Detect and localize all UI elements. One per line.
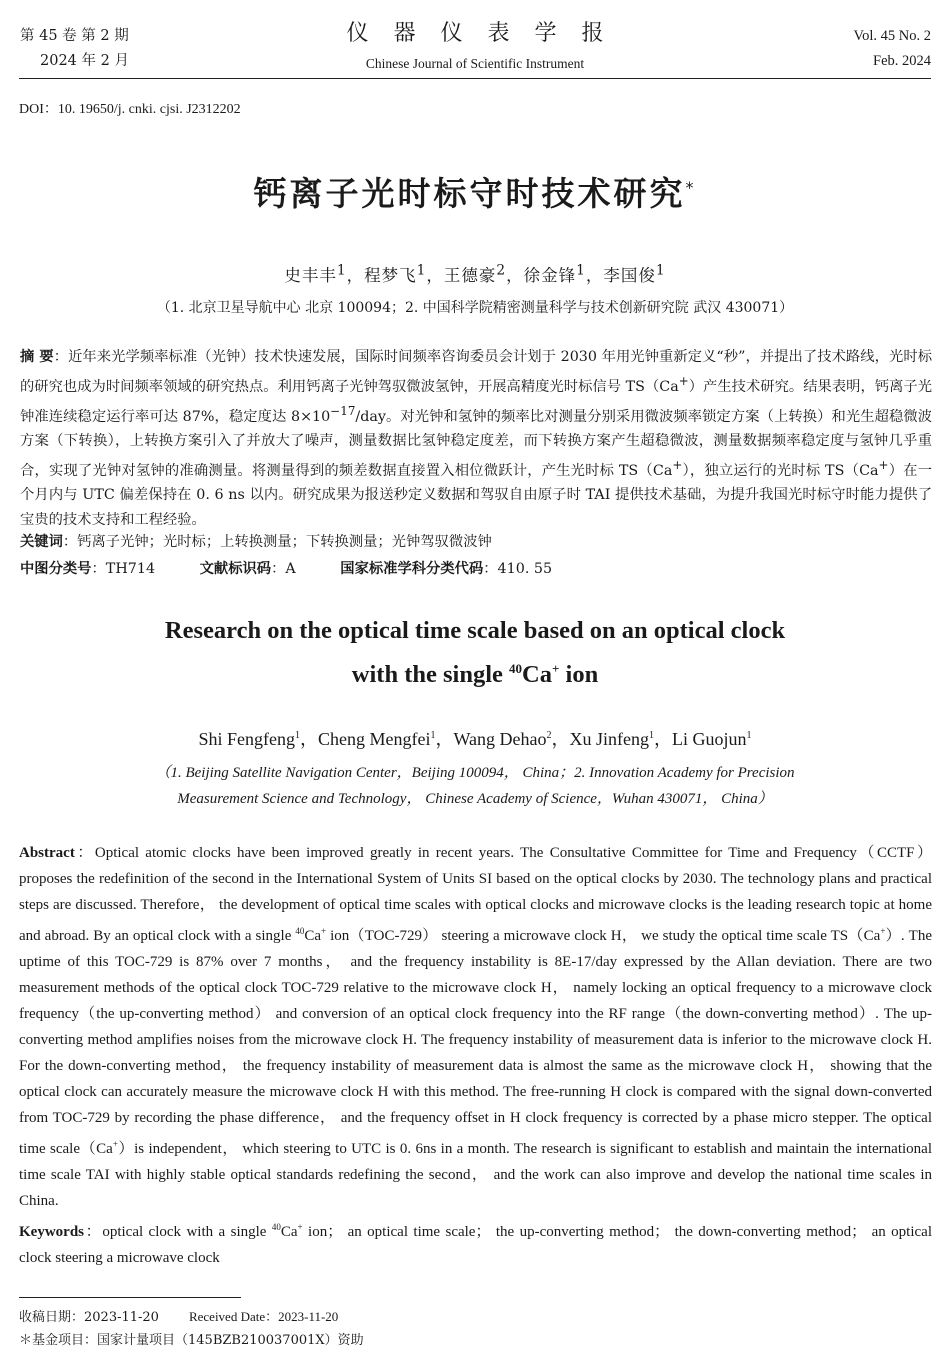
author-aff: 1	[746, 730, 752, 741]
doi-sep: ：	[43, 101, 58, 117]
ion-symbol: Ca	[280, 1224, 298, 1240]
author-aff: 1	[295, 730, 300, 741]
received-date-cn: 收稿日期：2023-11-20	[19, 1310, 159, 1325]
abstract-en-paragraph	[19, 840, 932, 1214]
header-rule	[19, 78, 931, 79]
author-cn: 李国俊	[603, 266, 656, 285]
affiliation-en-line1: （1. Beijing Satellite Navigation Center，Beijing 100094， China；2. Innovation Academy for Precision	[155, 765, 795, 781]
abstract-en-text: ）is independent， which steering to UTC is 0. 6ns in a month. The research is significant to establish and maintain the international time scale TAI with highly stable optical standards redefining the second， and the work can also improve and develop the national time scales in China.	[19, 1141, 932, 1209]
header-right	[854, 24, 931, 74]
title-en-text: with the single	[351, 661, 510, 689]
author-aff: 1	[655, 262, 666, 279]
fund-note: ＊基金项目：国家计量项目（145BZB210037001X）资助	[19, 1333, 364, 1348]
isotope-sup: 40	[295, 926, 305, 936]
journal-name-cn: 仪器仪表学报	[346, 21, 629, 46]
keywords-en-text: ion； an optical time scale； the up-converting method； the down-converting method； an optical clock steering a microwave clock	[19, 1224, 932, 1266]
received-date	[19, 1306, 338, 1325]
title-cn-text: 钙离子光时标守时技术研究	[253, 174, 686, 213]
author-aff: 1	[649, 730, 654, 741]
charge-sup: +	[678, 374, 689, 389]
doc-code-value: ：A	[271, 561, 296, 577]
journal-name-en: Chinese Journal of Scientific Instrument	[365, 56, 585, 71]
date-en: Feb. 2024	[873, 53, 931, 69]
keywords-cn-label: 关键词	[20, 534, 63, 550]
abstract-en-label: Abstract	[19, 845, 75, 861]
isotope-sup: 40	[271, 1222, 281, 1232]
abstract-cn	[20, 345, 932, 532]
charge-sup: +	[297, 1222, 303, 1232]
abstract-en-text: ）. The uptime of this TOC-729 is 87% over 7 months， and the frequency instability is 8E-17/day expressed by the Allan deviation. There are two measurement methods of the optical clock TOC-729 relative to the microwave clock H， namely locking an optical frequency to a microwave clock frequency（the up-converting method） and conversion of an optical clock frequency into the RF range（the down-converting method）. The up-converting method amplifies noises from the microwave clock H. The frequency instability of measurement data is inferior to the microwave clock H. For the down-converting method， the frequency instability of measurement data is almost the same as the microwave clock H， showing that the optical clock can accurately measure the microwave clock H with this method. The free-running H clock is compared with the signal down-converted from TOC-729 by recording the phase difference， and the frequency offset in H clock frequency is corrected by a phase micro stepper. The optical time scale（Ca	[19, 928, 932, 1157]
author-aff: 2	[496, 262, 507, 279]
author-en: Wang Dehao	[453, 729, 547, 749]
title-en	[0, 612, 950, 694]
author-aff: 1	[336, 262, 347, 279]
authors-en: Shi Fengfeng$^1$，Cheng Mengfei$^1$，Wang Dehao$^2$，Xu Jinfeng$^1$，Li Guojun$^1$	[198, 729, 752, 749]
received-date-en: Received Date：2023-11-20	[188, 1309, 339, 1324]
author-en: Cheng Mengfei	[318, 729, 431, 749]
std-code-value: ：410. 55	[483, 561, 553, 577]
doi-label: DOI	[19, 102, 44, 117]
keywords-en	[19, 1214, 932, 1271]
volume-issue-cn: 第 45 卷 第 2 期	[20, 28, 129, 44]
volume-issue-en: Vol. 45 No. 2	[853, 28, 931, 44]
abstract-cn-text: ：近年来光学频率标准（光钟）技术快速发展，国际时间频率咨询委员会计划于 2030 年用光钟重新定义“秒”，并提出了技术路线，光时标的研究也成为时间频率领域的研究热点。利用钙离子光钟驾驭微波氢钟，开展高精度光时标信号 TS（Ca	[20, 349, 932, 395]
title-en-line2	[0, 650, 950, 694]
abstract-cn-text: /day。对光钟和氢钟的频率比对测量分别采用微波频率锁定方案（上转换）和光生超稳微波方案（下转换），上转换方案引入了并放大了噪声，测量数据比氢钟稳定度差，而下转换方案产生超稳微波，测量数据频率稳定度与氢钟几乎重合，实现了光钟对氢钟的准确测量。将测量得到的频差数据直接置入相位微跃计，产生光时标 TS（Ca	[20, 408, 932, 480]
title-cn	[0, 168, 950, 215]
charge-sup: +	[672, 458, 683, 473]
keywords-en-text: ：optical clock with a single	[84, 1224, 272, 1240]
keywords-cn-text: ：钙离子光钟；光时标；上转换测量；下转换测量；光钟驾驭微波钟	[62, 534, 492, 550]
author-cn: 程梦飞	[364, 266, 417, 285]
keywords-en-label: Keywords	[19, 1224, 84, 1240]
std-code-label: 国家标准学科分类代码	[340, 561, 484, 577]
affiliation-en-line2: Measurement Science and Technology， Chinese Academy of Science，Wuhan 430071， China）	[177, 791, 773, 807]
abstract-en	[19, 840, 932, 1271]
charge-sup: +	[880, 926, 886, 936]
charge-sup: +	[112, 1139, 118, 1149]
author-en: Xu Jinfeng	[569, 729, 649, 749]
authors-cn: 史丰丰$^1$，程梦飞$^1$，王德豪$^2$，徐金锋$^1$，李国俊$^1$	[284, 262, 666, 285]
doc-code-label: 文献标识码	[199, 561, 272, 577]
abstract-cn-text: ）在一个月内与 UTC 偏差保持在 0. 6 ns 以内。研究成果为报送秒定义数据和驾驭自由原子时 TAI 提供技术基础，为提升我国光时标守时能力提供了宝贵的技术支持和工程经验。	[20, 463, 933, 528]
header-center	[0, 16, 950, 72]
title-cn-footnote-mark: *	[685, 178, 697, 197]
doi-value: 10. 19650/j. cnki. cjsi. J2312202	[57, 102, 241, 117]
abstract-en-text: ion（TOC-729） steering a microwave clock H， we study the optical time scale TS（Ca	[326, 928, 881, 944]
author-cn: 徐金锋	[523, 266, 577, 285]
doi	[19, 98, 241, 118]
charge-sup: +	[551, 661, 560, 676]
author-en: Shi Fengfeng	[198, 729, 295, 749]
abstract-en-text: ：Optical atomic clocks have been improved greatly in recent years. The Consultative Committee for Time and Frequency（CCTF）proposes the redefinition of the second in the International System of Units SI based on the optical clocks by 2030. The technology plans and practical steps are discussed. Therefore， the development of optical time scales with optical clocks and microwave clocks is the leading research topic at home and abroad. By an optical clock with a single	[19, 845, 932, 944]
isotope-sup: 40	[509, 661, 523, 676]
author-aff: 1	[430, 730, 436, 741]
clc-value: ：TH714	[91, 561, 156, 577]
title-en-line1: Research on the optical time scale based on an optical clock	[164, 617, 786, 644]
affiliation-cn: （1. 北京卫星导航中心 北京 100094；2. 中国科学院精密测量科学与技术创新研究院 武汉 430071）	[156, 300, 794, 316]
charge-sup: +	[321, 926, 327, 936]
classification-line	[20, 558, 932, 578]
exponent-sup: −17	[330, 404, 356, 419]
abstract-cn-text: ），独立运行的光时标 TS（Ca	[682, 463, 879, 480]
keywords-cn	[20, 531, 492, 551]
ion-symbol: Ca	[522, 661, 552, 689]
abstract-cn-text: ）产生技术研究。结果表明，钙离子光钟准连续稳定运行率可达 87%，稳定度达 8×10	[20, 378, 932, 425]
author-cn: 史丰丰	[284, 266, 337, 285]
clc-label: 中图分类号	[20, 561, 92, 577]
ion-symbol: Ca	[304, 928, 322, 944]
title-en-text: ion	[559, 661, 599, 689]
date-cn: 2024 年 2 月	[40, 53, 129, 69]
author-aff: 2	[546, 730, 552, 741]
author-en: Li Guojun	[672, 729, 747, 749]
affiliation-en	[0, 760, 950, 812]
author-aff: 1	[416, 262, 427, 279]
abstract-cn-label: 摘 要	[20, 349, 54, 365]
charge-sup: +	[878, 458, 889, 473]
author-cn: 王德豪	[443, 266, 497, 285]
author-aff: 1	[576, 262, 586, 279]
footnote-rule	[19, 1297, 241, 1298]
